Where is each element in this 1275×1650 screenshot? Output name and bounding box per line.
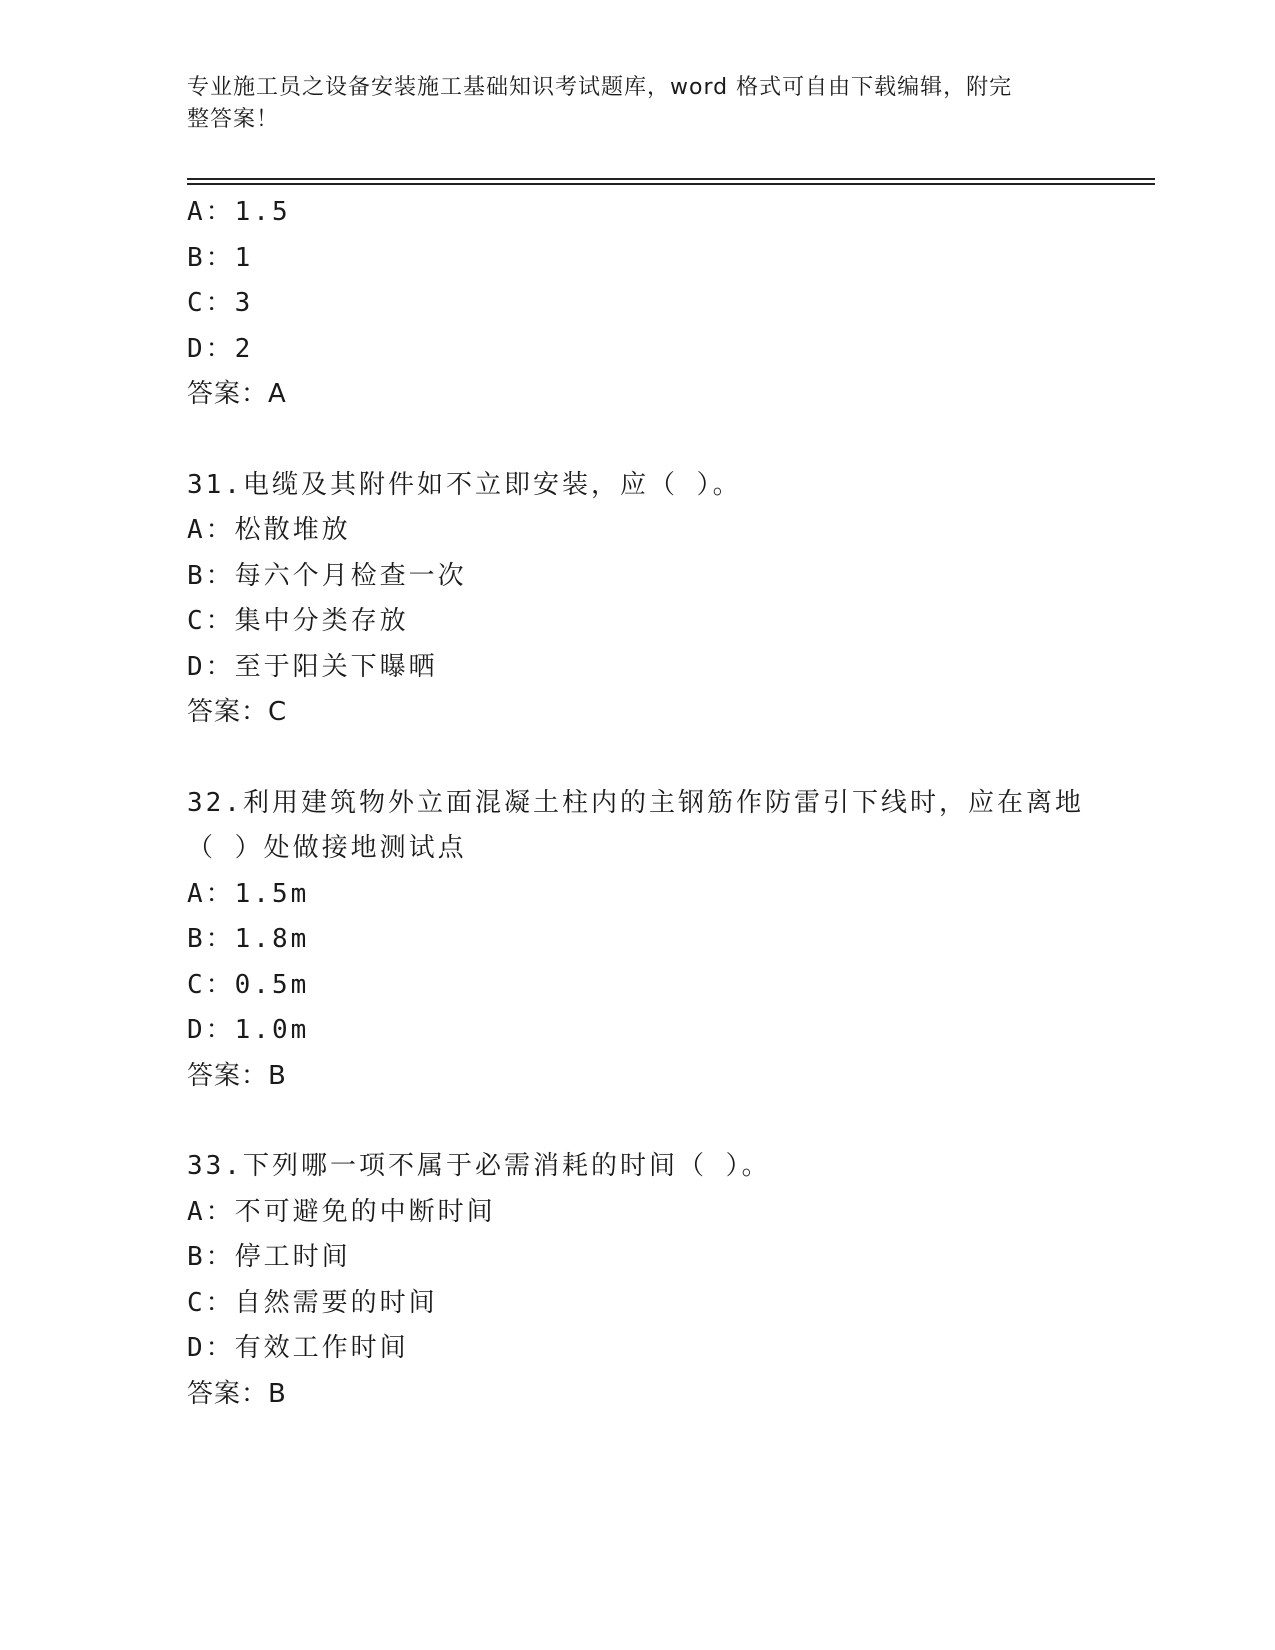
question-32 — [187, 781, 1155, 1100]
spacer — [187, 1099, 1155, 1144]
option-d: D：1.0m — [187, 1015, 310, 1045]
question-stem-line-2: （ ）处做接地测试点 — [187, 833, 467, 863]
option-d: D：有效工作时间 — [187, 1333, 409, 1363]
spacer — [187, 736, 1155, 781]
option-b: B：停工时间 — [187, 1242, 351, 1272]
option-c: C：3 — [187, 288, 254, 318]
option-d: D：2 — [187, 333, 254, 364]
header-rule-bottom — [187, 183, 1155, 185]
question-stem: 33.下列哪一项不属于必需消耗的时间（ ）。 — [187, 1151, 771, 1181]
question-30-continued — [187, 190, 1155, 418]
question-stem-line-1: 32.利用建筑物外立面混凝土柱内的主钢筋作防雷引下线时，应在离地 — [187, 787, 1084, 818]
option-c: C：集中分类存放 — [187, 606, 409, 636]
option-b: B：1.8m — [187, 924, 310, 954]
question-33 — [187, 1144, 1155, 1417]
option-c: C：自然需要的时间 — [187, 1287, 438, 1318]
document-header — [187, 72, 1067, 136]
answer-line: 答案：B — [187, 1060, 287, 1091]
question-31 — [187, 463, 1155, 736]
option-b: B：每六个月检查一次 — [187, 560, 467, 591]
option-a: A：1.5m — [187, 878, 310, 909]
header-line-2: 整答案！ — [187, 107, 280, 132]
option-a: A：松散堆放 — [187, 515, 351, 545]
answer-line: 答案：C — [187, 697, 288, 727]
option-d: D：至于阳关下曝晒 — [187, 651, 438, 682]
answer-line: 答案：A — [187, 379, 287, 409]
option-c: C：0.5m — [187, 969, 310, 1000]
answer-line: 答案：B — [187, 1378, 287, 1409]
question-stem: 31.电缆及其附件如不立即安装，应（ ）。 — [187, 469, 742, 500]
option-a: A：不可避免的中断时间 — [187, 1196, 496, 1227]
question-list — [187, 190, 1155, 1417]
header-rule-top — [187, 178, 1155, 180]
header-line-1: 专业施工员之设备安装施工基础知识考试题库，word 格式可自由下载编辑，附完 — [187, 75, 1013, 100]
option-a: A：1.5 — [187, 197, 291, 227]
spacer — [187, 418, 1155, 463]
option-b: B：1 — [187, 242, 254, 273]
